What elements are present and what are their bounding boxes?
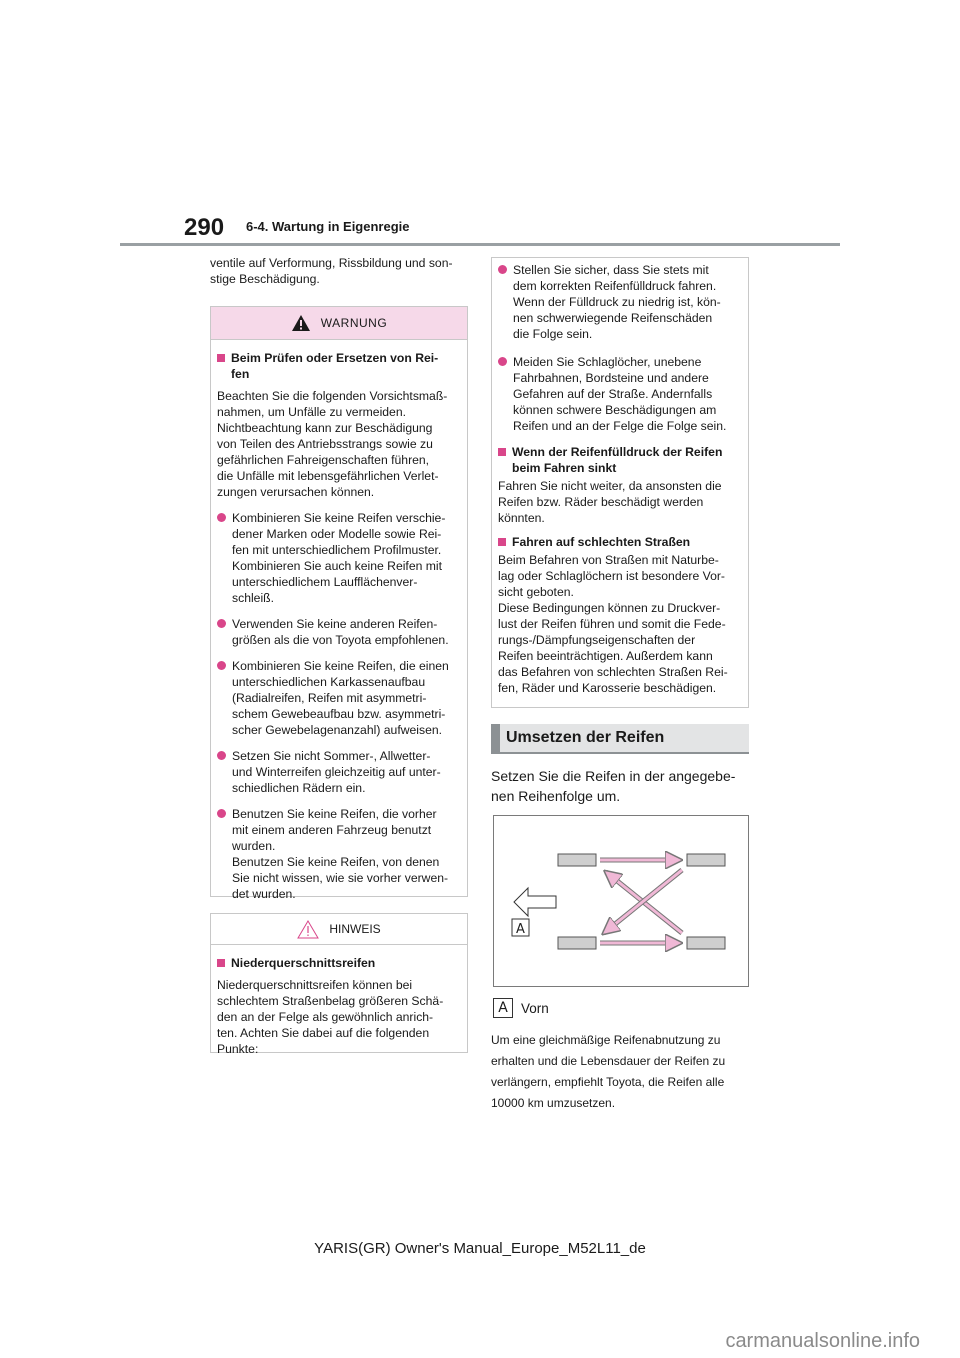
legend-label: A bbox=[493, 998, 513, 1018]
subheading-pressure bbox=[498, 444, 740, 476]
list-item bbox=[498, 354, 740, 434]
hint-body bbox=[211, 945, 467, 1069]
list-item-text: Kombinieren Sie keine Reifen verschie- dener Marken oder Modelle sowie Rei- fen mit unterschiedlichem Profilmuster. Kombinieren Sie auch keine Reifen mit unterschiedlichem Laufflächenver- schleiß. bbox=[232, 511, 446, 605]
square-bullet-icon bbox=[498, 448, 506, 456]
tire-rotation-diagram bbox=[493, 815, 749, 987]
list-item-text: Verwenden Sie keine anderen Reifen- größen als die von Toyota empfohlenen. bbox=[232, 617, 449, 647]
diagram-label: A bbox=[516, 922, 525, 937]
rotation-graphic bbox=[494, 816, 748, 986]
round-bullet-icon bbox=[217, 619, 226, 628]
list-item-text: Kombinieren Sie keine Reifen, die einen unterschiedlichen Karkassenaufbau (Radialreifen, Reifen mit asymmetri- schem Gewebeaufbau bzw. asymmetri- scher Gewebelagenanzahl) aufweisen. bbox=[232, 659, 449, 737]
subheading-roads-text: Fahren auf schlechten Straßen bbox=[512, 535, 691, 549]
footer: YARIS(GR) Owner's Manual_Europe_M52L11_de bbox=[314, 1240, 646, 1257]
list-item-text: Meiden Sie Schlaglöcher, unebene Fahrbahnen, Bordsteine und andere Gefahren auf der Straße. Andernfalls können schwere Beschädigungen am Reifen und an der Felge die Folge sein. bbox=[513, 355, 727, 433]
page-number: 290 bbox=[184, 214, 225, 241]
rotation-intro: Setzen Sie die Reifen in der angegebe- nen Reihenfolge um. bbox=[491, 768, 736, 804]
round-bullet-icon bbox=[217, 661, 226, 670]
tire-rear-right-icon bbox=[687, 937, 725, 949]
header-rule bbox=[120, 243, 840, 246]
legend bbox=[493, 998, 549, 1018]
section-title: 6-4. Wartung in Eigenregie bbox=[246, 219, 410, 234]
rotation-note: Um eine gleichmäßige Reifenabnutzung zu erhalten und die Lebensdauer der Reifen zu verlängern, empfiehlt Toyota, die Reifen alle 10000 km umzusetzen. bbox=[491, 1033, 726, 1110]
subheading-pressure-text: Wenn der Reifenfülldruck der Reifen beim Fahren sinkt bbox=[512, 445, 723, 475]
round-bullet-icon bbox=[498, 357, 507, 366]
hint-title: HINWEIS bbox=[329, 922, 381, 936]
list-item bbox=[217, 510, 459, 606]
square-bullet-icon bbox=[498, 538, 506, 546]
paragraph-pressure: Fahren Sie nicht weiter, da ansonsten die Reifen bzw. Räder beschädigt werden könnten. bbox=[498, 479, 722, 525]
legend-text: Vorn bbox=[521, 1000, 549, 1016]
hint-header bbox=[211, 914, 467, 945]
hint-paragraph: Niederquerschnittsreifen können bei schlechtem Straßenbelag größeren Schä- den an der Felge als gewöhnlich anrich- ten. Achten Sie dabei auf die folgenden Punkte: bbox=[217, 978, 444, 1056]
warning-triangle-icon bbox=[291, 314, 311, 332]
warning-box bbox=[210, 306, 468, 901]
square-bullet-icon bbox=[217, 959, 225, 967]
list-item bbox=[498, 262, 740, 342]
list-item-text: Setzen Sie nicht Sommer-, Allwetter- und Winterreifen gleichzeitig auf unter- schiedlichen Rädern ein. bbox=[232, 749, 441, 795]
list-item-text: Benutzen Sie keine Reifen, die vorher mit einem anderen Fahrzeug benutzt wurden. Benutzen Sie keine Reifen, von denen Sie nicht wissen, wie sie vorher verwen- det wurden. bbox=[232, 807, 449, 901]
list-item-text: Stellen Sie sicher, dass Sie stets mit dem korrekten Reifenfülldruck fahren. Wenn der Fülldruck zu niedrig ist, kön- nen schwerwiegende Reifenschäden die Folge sein. bbox=[513, 263, 721, 341]
list-item bbox=[217, 658, 459, 738]
round-bullet-icon bbox=[498, 265, 507, 274]
hint-subheading-text: Niederquerschnittsreifen bbox=[231, 956, 376, 970]
hint-triangle-icon bbox=[297, 920, 319, 939]
continuation-box bbox=[491, 257, 749, 708]
warning-header bbox=[211, 307, 467, 340]
tire-front-right-icon bbox=[558, 937, 596, 949]
front-direction-arrow-icon bbox=[514, 888, 556, 916]
warning-subheading bbox=[217, 350, 459, 382]
list-item bbox=[217, 616, 459, 648]
subheading-roads bbox=[498, 534, 740, 550]
tire-front-left-icon bbox=[558, 854, 596, 866]
round-bullet-icon bbox=[217, 513, 226, 522]
warning-title: WARNUNG bbox=[320, 316, 388, 330]
round-bullet-icon bbox=[217, 751, 226, 760]
intro-text: ventile auf Verformung, Rissbildung und son- stige Beschädigung. bbox=[210, 256, 453, 286]
hint-subheading bbox=[217, 955, 459, 971]
watermark: carmanualsonline.info bbox=[725, 1330, 920, 1352]
paragraph-roads: Beim Befahren von Straßen mit Naturbe- lag oder Schlaglöchern ist besondere Vor- sicht geboten. Diese Bedingungen können zu Druckver- lust der Reifen führen und somit die Fede- rungs-/Dämpfungseigenschaften der Reifen beeinträchtigen. Außerdem kann das Befahren von schlechten Straßen Rei- fen, Räder und Karosserie beschädigen. bbox=[498, 553, 728, 695]
square-bullet-icon bbox=[217, 354, 225, 362]
list-item bbox=[217, 748, 459, 796]
list-item bbox=[217, 806, 459, 902]
warning-subheading-text: Beim Prüfen oder Ersetzen von Rei- fen bbox=[231, 351, 439, 381]
warning-body bbox=[211, 340, 467, 918]
warning-paragraph: Beachten Sie die folgenden Vorsichtsmaß- nahmen, um Unfälle zu vermeiden. Nichtbeachtung kann zur Beschädigung von Teilen des Antriebsstrangs sowie zu gefährlichen Fahreigenschaften führen, die Unfälle mit lebensgefährlichen Verlet- zungen verursachen können. bbox=[217, 389, 448, 499]
tire-rear-left-icon bbox=[687, 854, 725, 866]
section-heading: Umsetzen der Reifen bbox=[491, 724, 749, 754]
round-bullet-icon bbox=[217, 809, 226, 818]
continuation-body bbox=[492, 258, 748, 708]
hint-box bbox=[210, 913, 468, 1056]
